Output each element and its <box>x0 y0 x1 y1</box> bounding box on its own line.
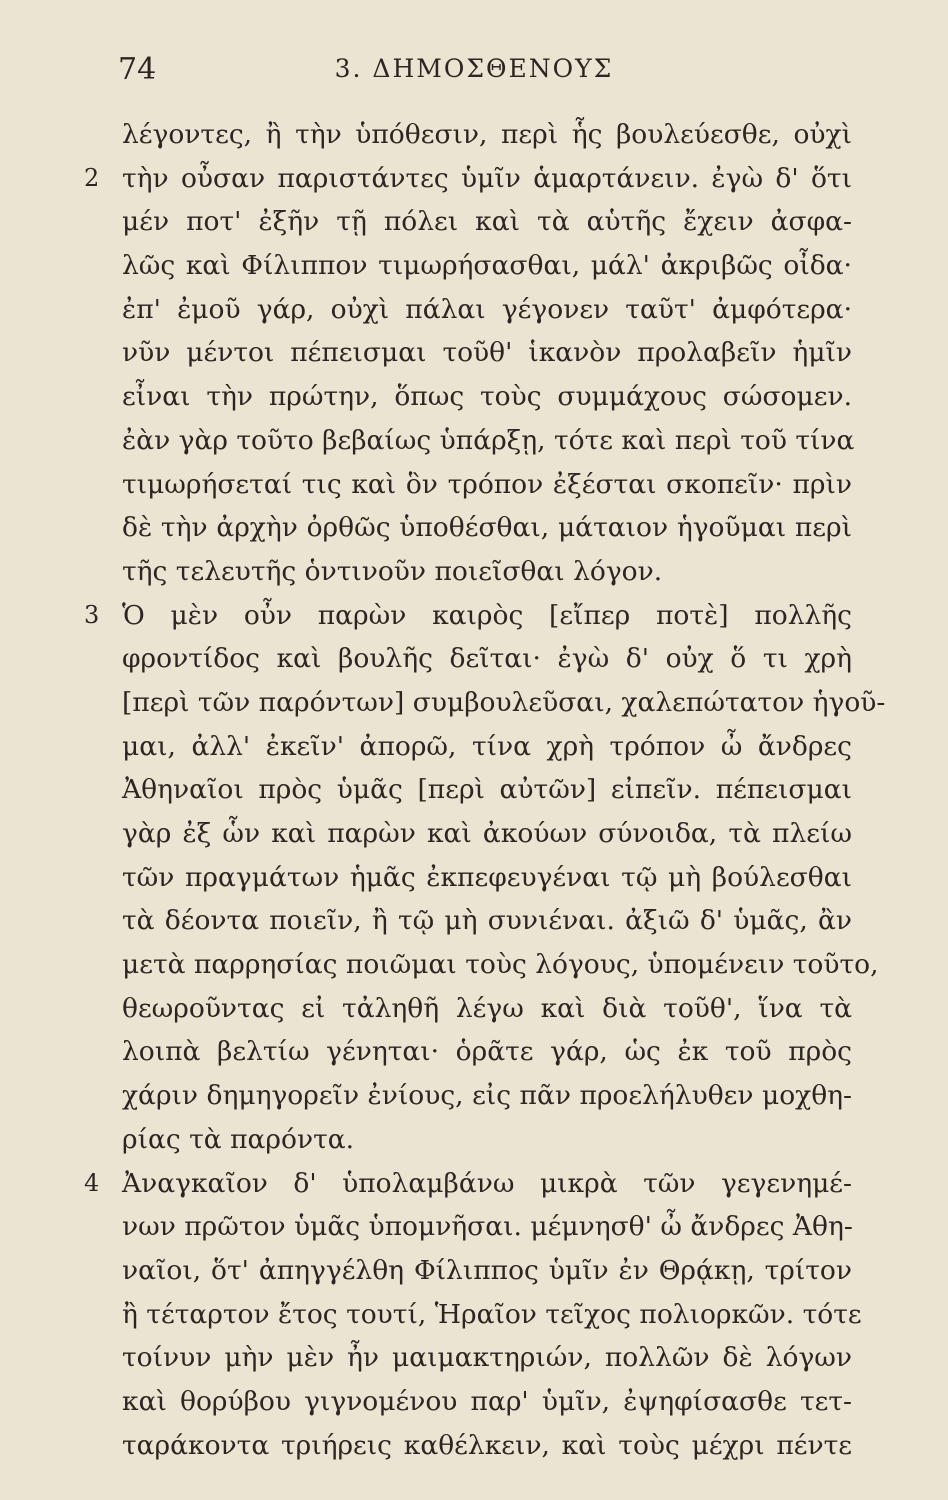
text-line <box>122 768 852 812</box>
text-line <box>122 1380 852 1424</box>
line-text: ρίας τὰ παρόντα. <box>122 1123 355 1155</box>
line-text: τὴν οὖσαν παριστάντες ὑμῖν ἁμαρτάνειν. ἐγὼ δ' ὅτι <box>122 162 852 194</box>
text-line <box>122 375 852 419</box>
text-line <box>122 637 852 681</box>
line-text: χάριν δημηγορεῖν ἐνίους, εἰς πᾶν προελήλυθεν μοχθη- <box>122 1080 852 1112</box>
line-text: τῶν πραγμάτων ἡμᾶς ἐκπεφευγέναι τῷ μὴ βούλεσθαι <box>122 861 852 893</box>
text-line <box>122 899 852 943</box>
line-text: τῆς τελευτῆς ὁντινοῦν ποιεῖσθαι λόγον. <box>122 555 663 587</box>
line-text: ταράκοντα τριήρεις καθέλκειν, καὶ τοὺς μέχρι πέντε <box>122 1429 852 1461</box>
line-text: ἢ τέταρτον ἔτος τουτί, Ἡραῖον τεῖχος πολιορκῶν. τότε <box>122 1298 862 1330</box>
line-text: δὲ τὴν ἀρχὴν ὀρθῶς ὑποθέσθαι, μάταιον ἡγοῦμαι περὶ <box>122 512 852 544</box>
section-number: 3 <box>84 600 100 629</box>
text-line <box>122 1293 862 1337</box>
line-text: γὰρ ἐξ ὧν καὶ παρὼν καὶ ἀκούων σύνοιδα, τὰ πλείω <box>122 818 852 849</box>
text-line <box>122 1249 852 1293</box>
text-line <box>122 244 852 288</box>
line-text: νων πρῶτον ὑμᾶς ὑπομνῆσαι. μέμνησθ' ὦ ἄνδρες Ἀθη- <box>122 1211 853 1243</box>
line-text: τὰ δέοντα ποιεῖν, ἢ τῷ μὴ συνιέναι. ἀξιῶ δ' ὑμᾶς, ἂν <box>122 905 852 937</box>
text-line <box>122 463 852 507</box>
running-head: 3. ΔΗΜΟΣΘΕΝΟΥΣ <box>334 54 614 83</box>
text-line <box>122 1205 852 1249</box>
text-line <box>122 200 852 244</box>
line-text: φροντίδος καὶ βουλῆς δεῖται· ἐγὼ δ' οὐχ ὅ τι χρὴ <box>122 643 852 675</box>
text-line <box>122 1424 852 1468</box>
line-text: τοίνυν μὴν μὲν ἦν μαιμακτηριών, πολλῶν δὲ λόγων <box>122 1342 852 1374</box>
line-text: τιμωρήσεταί τις καὶ ὃν τρόπον ἐξέσται σκοπεῖν· πρὶν <box>122 468 852 500</box>
text-line <box>84 157 852 201</box>
line-text: ἐπ' ἐμοῦ γάρ, οὐχὶ πάλαι γέγονεν ταῦτ' ἀμφότερα· <box>122 293 852 325</box>
line-text: Ὁ μὲν οὖν παρὼν καιρὸς [εἴπερ ποτὲ] πολλῆς <box>122 599 852 631</box>
text-line <box>122 987 852 1031</box>
line-text: θεωροῦντας εἰ τἀληθῆ λέγω καὶ διὰ τοῦθ', ἵνα τὰ <box>122 992 852 1024</box>
section-number: 2 <box>84 163 100 192</box>
text-line <box>122 1074 852 1118</box>
section-number: 4 <box>84 1168 100 1197</box>
line-text: μαι, ἀλλ' ἐκεῖν' ἀπορῶ, τίνα χρὴ τρόπον ὦ ἄνδρες <box>122 730 852 762</box>
text-line <box>122 725 852 769</box>
line-text: ἐὰν γὰρ τοῦτο βεβαίως ὑπάρξῃ, τότε καὶ περὶ τοῦ τίνα <box>122 424 855 456</box>
text-line <box>122 1118 852 1162</box>
text-line <box>122 943 879 987</box>
line-text: νῦν μέντοι πέπεισμαι τοῦθ' ἱκανὸν προλαβεῖν ἡμῖν <box>122 337 852 369</box>
text-line <box>84 594 852 638</box>
text-line <box>122 113 852 157</box>
text-line <box>122 331 852 375</box>
line-text: μέν ποτ' ἐξῆν τῇ πόλει καὶ τὰ αὑτῆς ἔχειν ἀσφα- <box>122 206 852 238</box>
text-line <box>122 506 852 550</box>
page-header <box>0 52 948 92</box>
line-text: λέγοντες, ἢ τὴν ὑπόθεσιν, περὶ ἧς βουλεύεσθε, οὐχὶ <box>122 119 852 150</box>
line-text: λοιπὰ βελτίω γένηται· ὁρᾶτε γάρ, ὡς ἐκ τοῦ πρὸς <box>122 1036 852 1068</box>
page-number: 74 <box>118 52 157 87</box>
text-line <box>122 681 886 725</box>
text-line <box>122 812 852 856</box>
line-text: μετὰ παρρησίας ποιῶμαι τοὺς λόγους, ὑπομένειν τοῦτο, <box>122 949 879 981</box>
line-text: [περὶ τῶν παρόντων] συμβουλεῦσαι, χαλεπώτατον ἡγοῦ- <box>122 686 886 718</box>
text-line <box>122 419 855 463</box>
line-text: καὶ θορύβου γιγνομένου παρ' ὑμῖν, ἐψηφίσασθε τετ- <box>122 1385 852 1417</box>
text-line <box>122 288 852 332</box>
line-text: λῶς καὶ Φίλιππον τιμωρήσασθαι, μάλ' ἀκριβῶς οἶδα· <box>122 250 852 282</box>
line-text: εἶναι τὴν πρώτην, ὅπως τοὺς συμμάχους σώσομεν. <box>122 381 852 413</box>
text-line <box>122 1336 852 1380</box>
text-line <box>84 1162 852 1206</box>
text-line <box>122 856 852 900</box>
line-text: Ἀναγκαῖον δ' ὑπολαμβάνω μικρὰ τῶν γεγενημέ- <box>122 1167 852 1199</box>
text-line <box>122 550 852 594</box>
line-text: Ἀθηναῖοι πρὸς ὑμᾶς [περὶ αὐτῶν] εἰπεῖν. πέπεισμαι <box>122 774 852 806</box>
text-block <box>84 113 886 1467</box>
text-line <box>122 1030 852 1074</box>
line-text: ναῖοι, ὅτ' ἀπηγγέλθη Φίλιππος ὑμῖν ἐν Θρᾴκῃ, τρίτον <box>122 1254 852 1286</box>
